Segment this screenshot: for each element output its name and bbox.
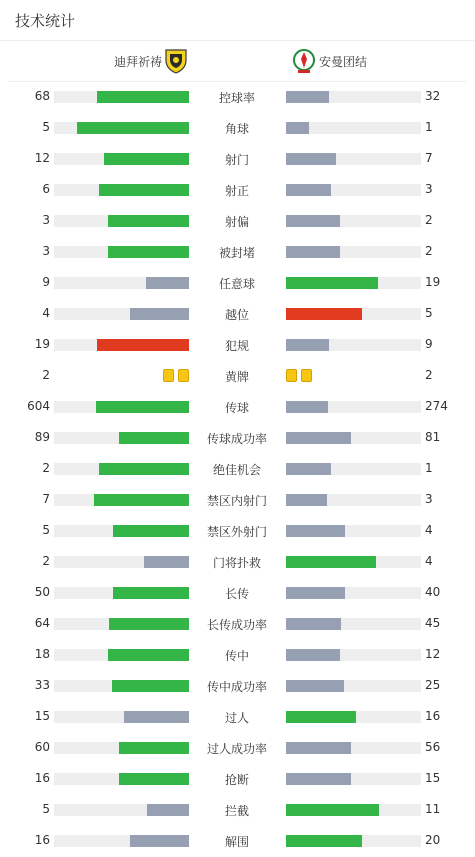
home-bar-track xyxy=(54,401,189,413)
home-value: 2 xyxy=(42,554,50,568)
stat-label: 长传 xyxy=(224,587,249,601)
home-bar-fill xyxy=(144,556,189,568)
home-bar-track xyxy=(54,463,189,475)
stat-row xyxy=(0,763,475,794)
stat-row xyxy=(0,825,475,856)
home-bar-track xyxy=(54,184,189,196)
stat-label: 过人 xyxy=(224,711,249,725)
stat-row xyxy=(0,484,475,515)
home-bar-track xyxy=(54,680,189,692)
away-bar-fill xyxy=(286,308,362,320)
home-bar-track xyxy=(54,432,189,444)
stat-label: 越位 xyxy=(224,308,249,322)
away-bar-fill xyxy=(286,835,362,847)
stat-row xyxy=(0,453,475,484)
stat-row xyxy=(0,670,475,701)
home-value: 2 xyxy=(42,368,50,382)
away-bar-track xyxy=(286,432,421,444)
home-bar-track xyxy=(54,153,189,165)
stat-label: 传球 xyxy=(224,401,249,415)
home-value: 19 xyxy=(34,337,50,351)
home-bar-track xyxy=(54,618,189,630)
home-bar-track xyxy=(54,556,189,568)
stat-label: 射门 xyxy=(224,153,249,167)
stat-label: 拦截 xyxy=(224,804,249,818)
home-bar-fill xyxy=(109,618,189,630)
stat-label: 控球率 xyxy=(218,91,255,105)
stat-row xyxy=(0,732,475,763)
home-value: 4 xyxy=(42,306,50,320)
stat-label: 绝佳机会 xyxy=(212,463,261,477)
home-value: 9 xyxy=(42,275,50,289)
home-value: 5 xyxy=(42,802,50,816)
stat-label: 门将扑救 xyxy=(212,556,261,570)
home-value: 50 xyxy=(34,585,50,599)
away-value: 45 xyxy=(425,616,441,630)
home-bar-fill xyxy=(119,742,189,754)
stat-label: 传中成功率 xyxy=(206,680,267,694)
home-bar-track xyxy=(54,277,189,289)
away-value: 3 xyxy=(425,492,433,506)
home-bar-fill xyxy=(99,463,189,475)
home-bar-track xyxy=(54,587,189,599)
away-bar-track xyxy=(286,401,421,413)
home-bar-fill xyxy=(112,680,189,692)
away-bar-fill xyxy=(286,246,340,258)
stat-label: 长传成功率 xyxy=(206,618,267,632)
stat-row xyxy=(0,174,475,205)
away-bar-track xyxy=(286,494,421,506)
away-value: 12 xyxy=(425,647,441,661)
stat-row xyxy=(0,298,475,329)
away-bar-track xyxy=(286,680,421,692)
home-bar-track xyxy=(54,246,189,258)
home-bar-fill xyxy=(130,308,189,320)
away-value: 56 xyxy=(425,740,441,754)
away-bar-track xyxy=(286,711,421,723)
home-team-name[interactable]: 迪拜祈祷 xyxy=(113,55,162,69)
home-bar-fill xyxy=(97,91,189,103)
stat-row xyxy=(0,608,475,639)
away-bar-track xyxy=(286,153,421,165)
home-bar-fill xyxy=(99,184,189,196)
stats-header xyxy=(0,0,475,41)
yellow-card-icon xyxy=(163,369,174,382)
away-value: 9 xyxy=(425,337,433,351)
home-bar-fill xyxy=(113,587,189,599)
away-bar-fill xyxy=(286,153,336,165)
home-value: 33 xyxy=(34,678,50,692)
away-value: 2 xyxy=(425,368,433,382)
home-value: 6 xyxy=(42,182,50,196)
home-bar-fill xyxy=(108,215,189,227)
away-bar-fill xyxy=(286,618,341,630)
away-value: 40 xyxy=(425,585,441,599)
stat-label: 禁区外射门 xyxy=(206,525,267,539)
away-bar-fill xyxy=(286,525,345,537)
home-bar-track xyxy=(54,711,189,723)
away-bar-track xyxy=(286,91,421,103)
stat-row xyxy=(0,515,475,546)
away-value: 2 xyxy=(425,213,433,227)
home-bar-fill xyxy=(124,711,189,723)
stat-row xyxy=(0,236,475,267)
home-value: 16 xyxy=(34,771,50,785)
away-bar-fill xyxy=(286,711,356,723)
yellow-card-icon xyxy=(301,369,312,382)
away-bar-fill xyxy=(286,680,344,692)
home-value: 604 xyxy=(27,399,50,413)
stat-label: 传球成功率 xyxy=(206,432,267,446)
away-bar-fill xyxy=(286,122,309,134)
home-bar-fill xyxy=(104,153,189,165)
home-value: 3 xyxy=(42,213,50,227)
stat-row xyxy=(0,329,475,360)
home-bar-track xyxy=(54,308,189,320)
home-team-logo-icon[interactable] xyxy=(164,48,188,74)
stat-row xyxy=(0,81,475,112)
away-bar-track xyxy=(286,556,421,568)
home-value: 5 xyxy=(42,120,50,134)
home-value: 15 xyxy=(34,709,50,723)
stat-label: 传中 xyxy=(224,649,249,663)
stat-label: 角球 xyxy=(224,122,249,136)
stat-row xyxy=(0,391,475,422)
stat-row xyxy=(0,639,475,670)
away-bar-fill xyxy=(286,184,331,196)
stat-label: 过人成功率 xyxy=(206,742,267,756)
stat-row xyxy=(0,546,475,577)
away-bar-track xyxy=(286,215,421,227)
away-bar-fill xyxy=(286,277,378,289)
stat-row xyxy=(0,701,475,732)
stat-row xyxy=(0,112,475,143)
away-bar-fill xyxy=(286,463,331,475)
away-bar-fill xyxy=(286,742,351,754)
stat-row xyxy=(0,577,475,608)
home-value: 3 xyxy=(42,244,50,258)
home-value: 89 xyxy=(34,430,50,444)
home-value: 7 xyxy=(42,492,50,506)
home-bar-fill xyxy=(130,835,189,847)
home-bar-fill xyxy=(119,773,189,785)
home-value: 2 xyxy=(42,461,50,475)
home-bar-track xyxy=(54,773,189,785)
away-value: 19 xyxy=(425,275,441,289)
away-bar-track xyxy=(286,308,421,320)
away-bar-fill xyxy=(286,339,329,351)
page-title: 技术统计 xyxy=(15,12,76,30)
home-value: 68 xyxy=(34,89,50,103)
stat-row xyxy=(0,205,475,236)
home-value: 16 xyxy=(34,833,50,847)
home-bar-track xyxy=(54,649,189,661)
stat-row xyxy=(0,422,475,453)
home-value: 18 xyxy=(34,647,50,661)
away-value: 4 xyxy=(425,523,433,537)
away-value: 20 xyxy=(425,833,441,847)
home-bar-track xyxy=(54,91,189,103)
away-bar-fill xyxy=(286,804,379,816)
away-bar-track xyxy=(286,122,421,134)
home-value: 12 xyxy=(34,151,50,165)
away-bar-track xyxy=(286,742,421,754)
home-value: 5 xyxy=(42,523,50,537)
home-bar-fill xyxy=(147,804,189,816)
away-bar-track xyxy=(286,246,421,258)
away-value: 1 xyxy=(425,120,433,134)
home-bar-fill xyxy=(113,525,189,537)
away-bar-track xyxy=(286,587,421,599)
home-bar-fill xyxy=(119,432,189,444)
stat-label: 射正 xyxy=(224,184,249,198)
away-value: 15 xyxy=(425,771,441,785)
away-value: 81 xyxy=(425,430,441,444)
home-bar-track xyxy=(54,339,189,351)
home-bar-track xyxy=(54,835,189,847)
home-bar-fill xyxy=(97,339,189,351)
away-team-logo-icon[interactable] xyxy=(292,48,316,74)
away-bar-fill xyxy=(286,91,329,103)
stat-label: 抢断 xyxy=(224,773,249,787)
home-bar-track xyxy=(54,494,189,506)
home-bar-fill xyxy=(146,277,189,289)
away-value: 1 xyxy=(425,461,433,475)
away-value: 16 xyxy=(425,709,441,723)
yellow-card-icon xyxy=(178,369,189,382)
away-bar-track xyxy=(286,773,421,785)
away-value: 25 xyxy=(425,678,441,692)
stat-label: 任意球 xyxy=(218,277,255,291)
stat-label: 犯规 xyxy=(224,339,249,353)
stat-row xyxy=(0,267,475,298)
home-bar-fill xyxy=(96,401,189,413)
home-bar-track xyxy=(54,122,189,134)
away-bar-fill xyxy=(286,215,340,227)
away-bar-fill xyxy=(286,494,327,506)
away-bar-track xyxy=(286,277,421,289)
home-value: 60 xyxy=(34,740,50,754)
stat-label: 禁区内射门 xyxy=(206,494,267,508)
away-bar-track xyxy=(286,835,421,847)
home-bar-fill xyxy=(108,649,189,661)
home-bar-track xyxy=(54,215,189,227)
away-bar-track xyxy=(286,804,421,816)
home-value: 64 xyxy=(34,616,50,630)
away-bar-fill xyxy=(286,432,351,444)
home-bar-track xyxy=(54,742,189,754)
away-bar-track xyxy=(286,649,421,661)
home-bar-fill xyxy=(77,122,189,134)
away-team-name[interactable]: 安曼团结 xyxy=(319,55,368,69)
stat-label: 射偏 xyxy=(224,215,249,229)
away-value: 2 xyxy=(425,244,433,258)
away-value: 3 xyxy=(425,182,433,196)
away-value: 7 xyxy=(425,151,433,165)
away-bar-track xyxy=(286,184,421,196)
stat-label: 被封堵 xyxy=(218,246,255,260)
stat-row xyxy=(0,360,475,391)
away-value: 32 xyxy=(425,89,441,103)
stat-row xyxy=(0,143,475,174)
away-value: 274 xyxy=(425,399,448,413)
home-bar-track xyxy=(54,804,189,816)
away-bar-track xyxy=(286,525,421,537)
stat-row xyxy=(0,794,475,825)
home-bar-fill xyxy=(108,246,189,258)
away-bar-fill xyxy=(286,587,345,599)
away-bar-track xyxy=(286,463,421,475)
home-bar-track xyxy=(54,525,189,537)
away-bar-fill xyxy=(286,556,376,568)
away-bar-track xyxy=(286,618,421,630)
stat-label: 解围 xyxy=(224,835,249,849)
stat-label: 黄牌 xyxy=(224,370,249,384)
yellow-card-icon xyxy=(286,369,297,382)
home-bar-fill xyxy=(94,494,189,506)
away-value: 5 xyxy=(425,306,433,320)
teams-bar xyxy=(9,41,466,82)
away-value: 11 xyxy=(425,802,441,816)
away-bar-fill xyxy=(286,401,328,413)
away-bar-track xyxy=(286,339,421,351)
away-bar-fill xyxy=(286,649,340,661)
away-bar-fill xyxy=(286,773,351,785)
away-value: 4 xyxy=(425,554,433,568)
